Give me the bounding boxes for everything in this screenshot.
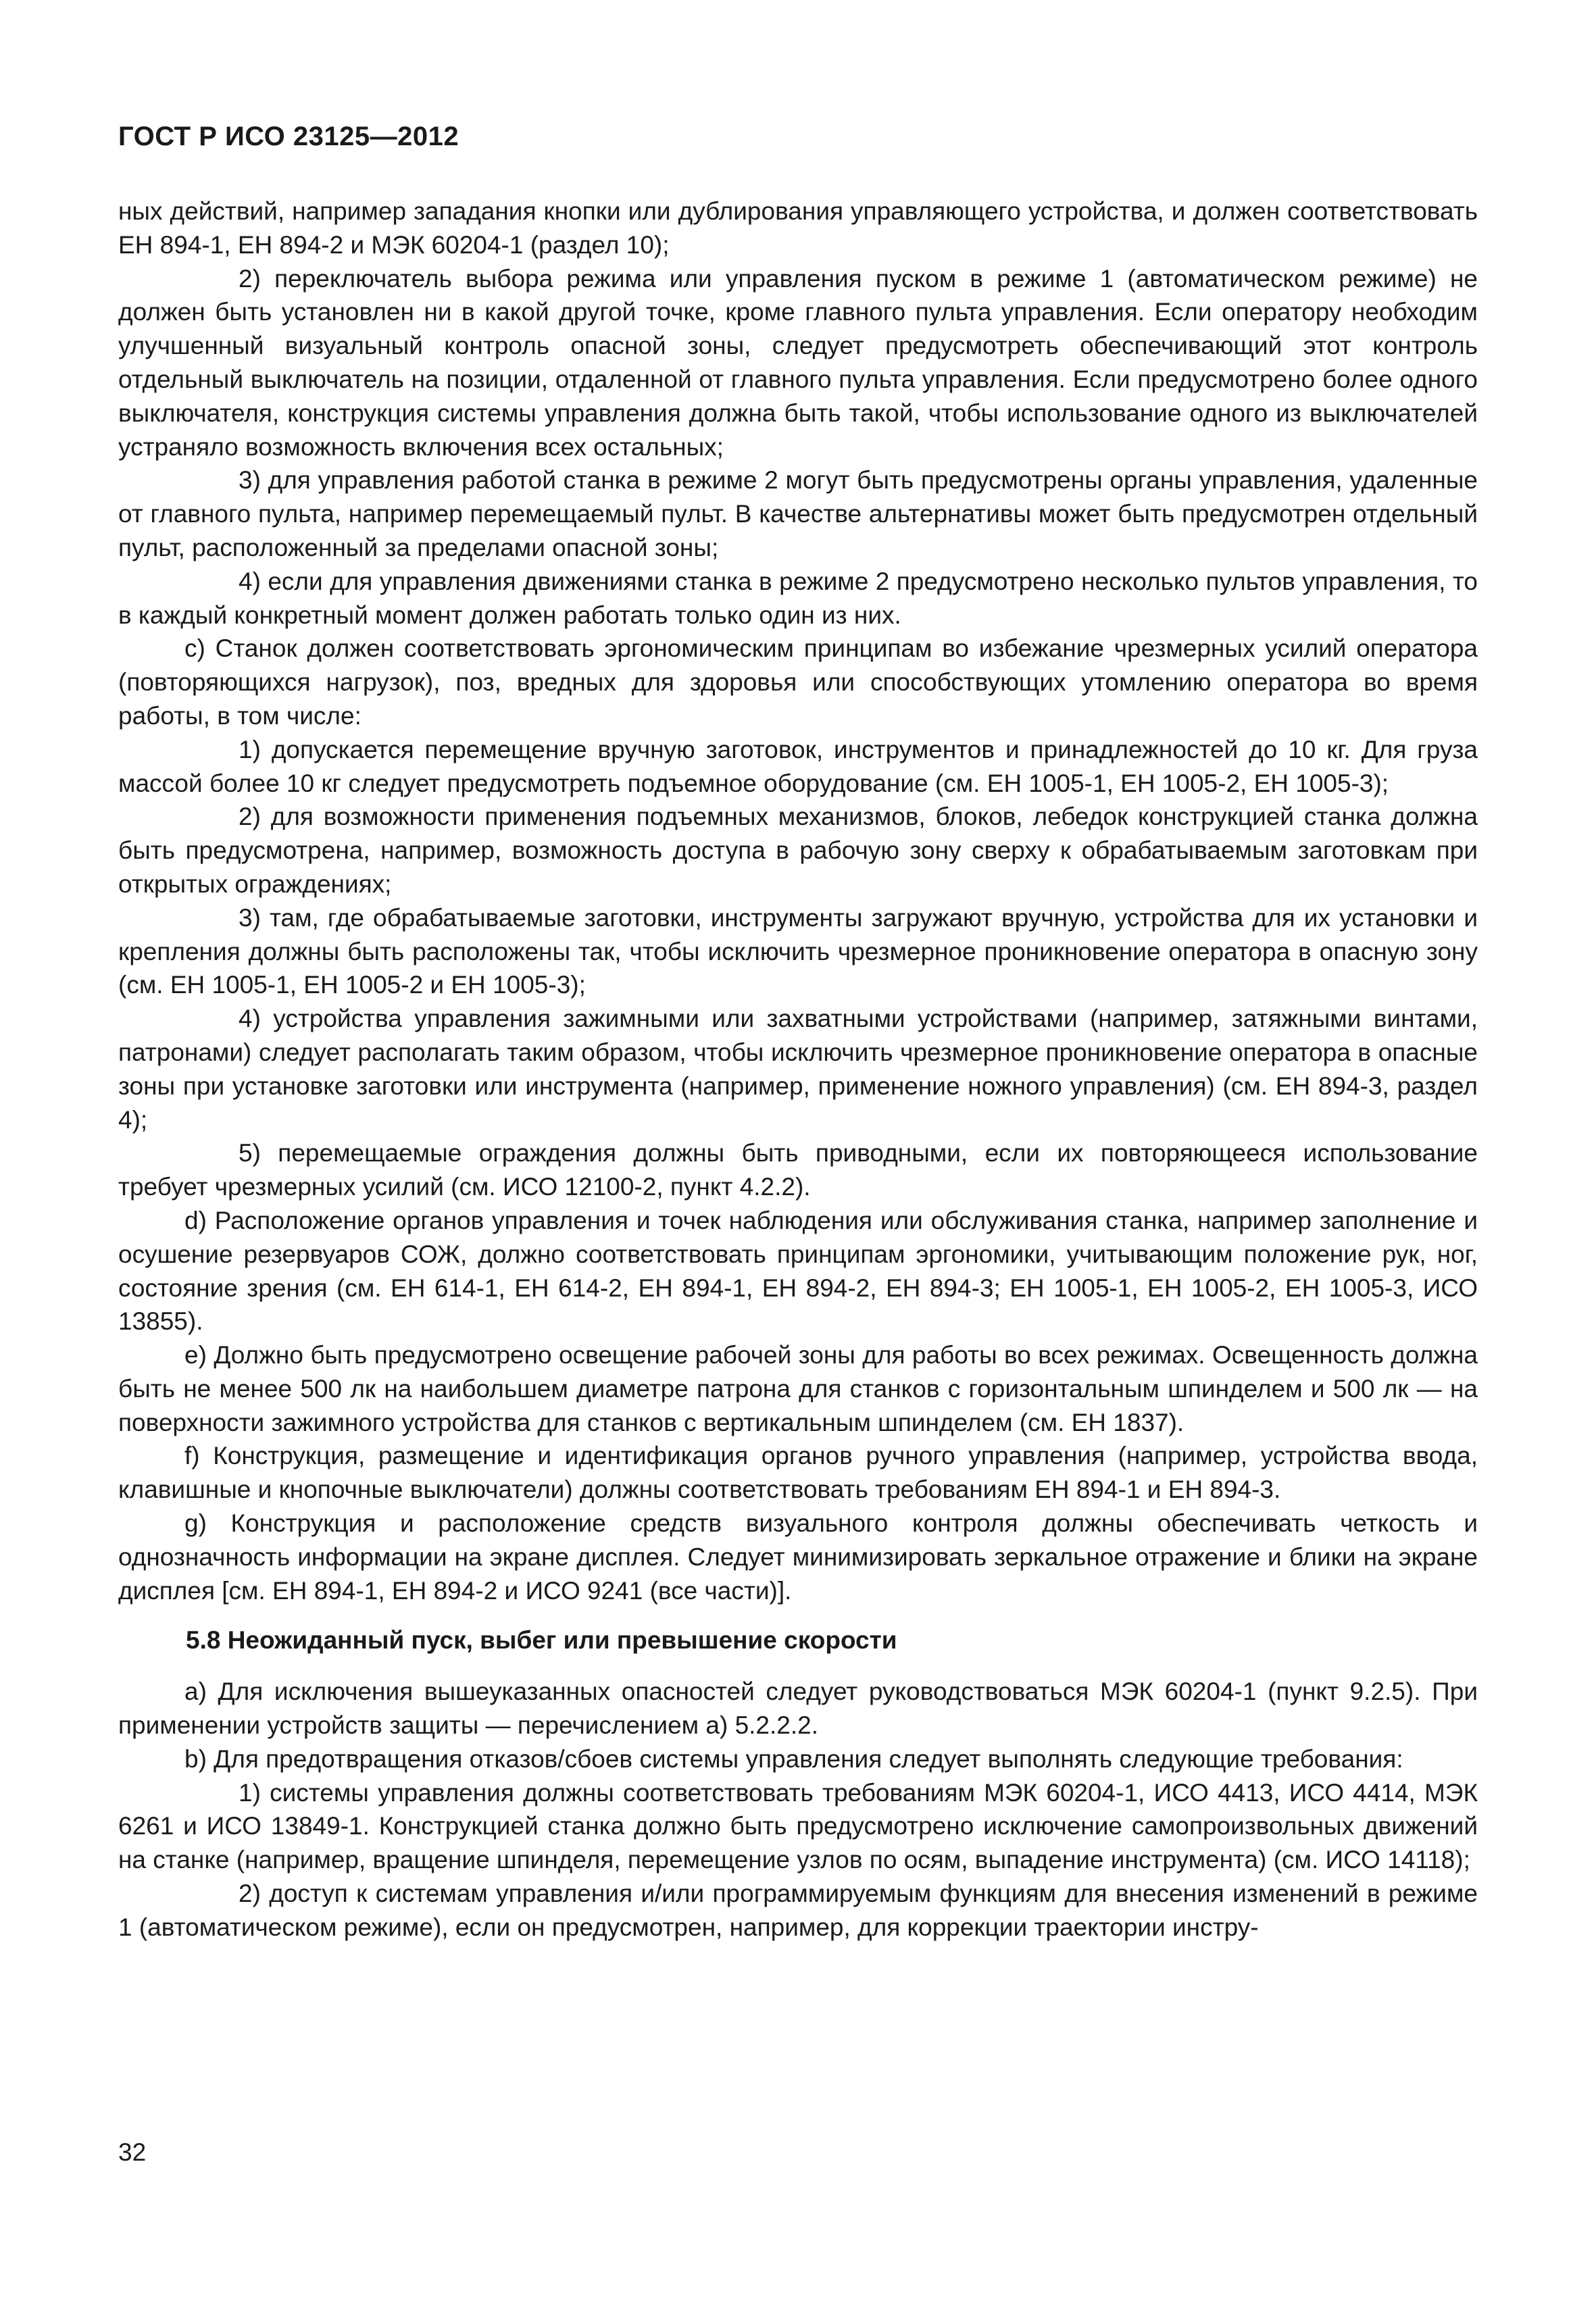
list-item: 3) для управления работой станка в режиме 2 могут быть предусмотрены органы управления, удаленные от главного пульта, например перемещаемый пульт. В качестве альтернативы может быть предусмотрен отдельный пульт, расположенный за пределами опасной зоны;	[118, 466, 1478, 561]
lettered-paragraph: a) Для исключения вышеуказанных опасностей следует руководствоваться МЭК 60204-1 (пункт 9.2.5). При применении устройств защиты — перечислением а) 5.2.2.2.	[118, 1678, 1478, 1740]
list-item: 1) системы управления должны соответствовать требованиям МЭК 60204-1, ИСО 4413, ИСО 4414, МЭК 6261 и ИСО 13849-1. Конструкцией станка должно быть предусмотрено исключение самопроизвольных движений на станке (например, вращение шпинделя, перемещение узлов по осям, выпадение инструмента) (см. ИСО 14118);	[118, 1778, 1478, 1874]
list-item: 4) устройства управления зажимными или захватными устройствами (например, затяжными винтами, патронами) следует располагать таким образом, чтобы исключить чрезмерное проникновение оператора в опасные зоны при установке заготовки или инструмента (например, применение ножного управления) (см. ЕН 894-3, раздел 4);	[118, 1005, 1478, 1134]
list-item: 1) допускается перемещение вручную заготовок, инструментов и принадлежностей до 10 кг. Для груза массой более 10 кг следует предусмотреть подъемное оборудование (см. ЕН 1005-1, ЕН 1005-2, ЕН 1005-3);	[118, 735, 1478, 797]
list-item: 4) если для управления движениями станка в режиме 2 предусмотрено несколько пультов управления, то в каждый конкретный момент должен работать только один из них.	[118, 567, 1478, 629]
page-number: 32	[118, 2138, 147, 2166]
lettered-paragraph: g) Конструкция и расположение средств визуального контроля должны обеспечивать четкость и однозначность информации на экране дисплея. Следует минимизировать зеркальное отражение и блики на экране дисплея [см. ЕН 894-1, ЕН 894-2 и ИСО 9241 (все части)].	[118, 1509, 1478, 1605]
document-header: ГОСТ Р ИСО 23125—2012	[118, 122, 459, 151]
list-item: 5) перемещаемые ограждения должны быть приводными, если их повторяющееся использование требует чрезмерных усилий (см. ИСО 12100-2, пункт 4.2.2).	[118, 1139, 1478, 1201]
list-item: 3) там, где обрабатываемые заготовки, инструменты загружают вручную, устройства для их установки и крепления должны быть расположены так, чтобы исключить чрезмерное проникновение оператора в опасную зону (см. ЕН 1005-1, ЕН 1005-2 и ЕН 1005-3);	[118, 903, 1478, 999]
section-heading: 5.8 Неожиданный пуск, выбег или превышение скорости	[186, 1626, 897, 1655]
lettered-paragraph: c) Станок должен соответствовать эргономическим принципам во избежание чрезмерных усилий оператора (повторяющихся нагрузок), поз, вредных для здоровья или способствующих утомлению оператора во время работы, в том числе:	[118, 634, 1478, 730]
lettered-paragraph: d) Расположение органов управления и точек наблюдения или обслуживания станка, например заполнение и осушение резервуаров СОЖ, должно соответствовать принципам эргономики, учитывающим положение рук, ног, состояние зрения (см. ЕН 614-1, ЕН 614-2, ЕН 894-1, ЕН 894-2, ЕН 894-3; ЕН 1005-1, ЕН 1005-2, ЕН 1005-3, ИСО 13855).	[118, 1206, 1478, 1336]
paragraph-continuation: ных действий, например западания кнопки или дублирования управляющего устройства, и должен соответствовать ЕН 894-1, ЕН 894-2 и МЭК 60204-1 (раздел 10);	[118, 197, 1478, 259]
lettered-paragraph: b) Для предотвращения отказов/сбоев системы управления следует выполнять следующие требования:	[184, 1744, 1403, 1773]
lettered-paragraph: e) Должно быть предусмотрено освещение рабочей зоны для работы во всех режимах. Освещенность должна быть не менее 500 лк на наибольшем диаметре патрона для станков с горизонтальным шпинделем и 500 лк — на поверхности зажимного устройства для станков с вертикальным шпинделем (см. ЕН 1837).	[118, 1341, 1478, 1436]
document-body	[118, 195, 1478, 1944]
list-item: 2) доступ к системам управления и/или программируемым функциям для внесения изменений в режиме 1 (автоматическом режиме), если он предусмотрен, например, для коррекции траектории инстру-	[118, 1880, 1478, 1941]
list-item: 2) для возможности применения подъемных механизмов, блоков, лебедок конструкцией станка должна быть предусмотрена, например, возможность доступа в рабочую зону сверху к обрабатываемым заготовкам при открытых ограждениях;	[118, 803, 1478, 898]
list-item: 2) переключатель выбора режима или управления пуском в режиме 1 (автоматическом режиме) не должен быть установлен ни в какой другой точке, кроме главного пульта управления. Если оператору необходим улучшенный визуальный контроль опасной зоны, следует предусмотреть обеспечивающий этот контроль отдельный выключатель на позиции, отдаленной от главного пульта управления. Если предусмотрено более одного выключателя, конструкция системы управления должна быть такой, чтобы использование одного из выключателей устраняло возможность включения всех остальных;	[118, 264, 1478, 461]
lettered-paragraph: f) Конструкция, размещение и идентификация органов ручного управления (например, устройства ввода, клавишные и кнопочные выключатели) должны соответствовать требованиям ЕН 894-1 и ЕН 894-3.	[118, 1442, 1478, 1504]
